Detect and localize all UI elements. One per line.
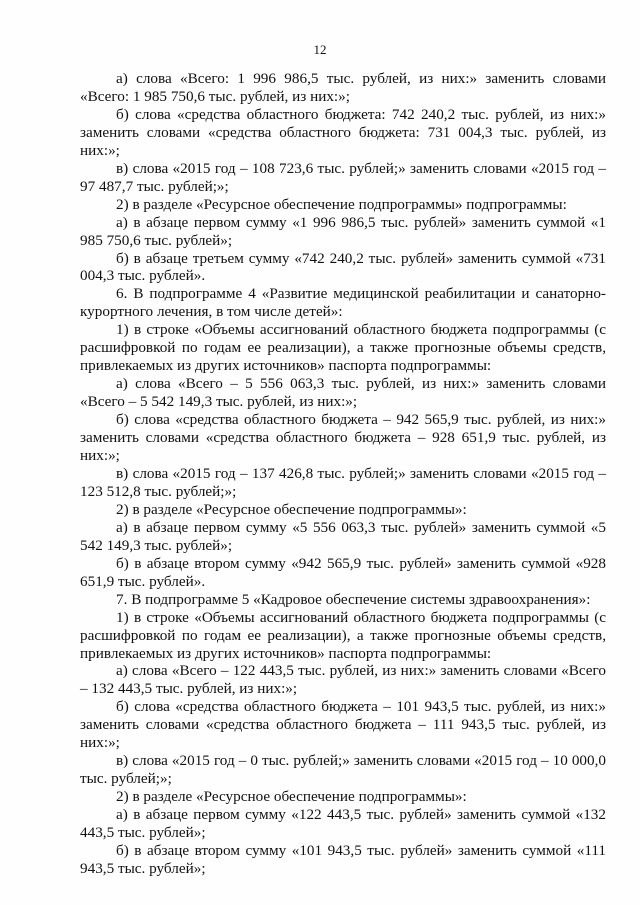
paragraph: б) слова «средства областного бюджета – 942 565,9 тыс. рублей, из них:» заменить словами «средства областного бюджета – 928 651,9 тыс. рублей, из них:»; [80, 411, 606, 465]
paragraph: 2) в разделе «Ресурсное обеспечение подпрограммы» подпрограммы: [116, 195, 567, 213]
document-body [80, 70, 606, 878]
paragraph: а) в абзаце первом сумму «1 996 986,5 тыс. рублей» заменить суммой «1 985 750,6 тыс. рублей»; [80, 213, 606, 249]
paragraph: а) слова «Всего: 1 996 986,5 тыс. рублей, из них:» заменить словами «Всего: 1 985 750,6 тыс. рублей, из них:»; [80, 70, 606, 105]
paragraph: а) слова «Всего – 5 556 063,3 тыс. рублей, из них:» заменить словами «Всего – 5 542 149,3 тыс. рублей, из них:»; [80, 375, 606, 411]
paragraph: б) в абзаце втором сумму «101 943,5 тыс. рублей» заменить суммой «111 943,5 тыс. рублей»; [80, 841, 606, 877]
paragraph: 1) в строке «Объемы ассигнований областного бюджета подпрограммы (с расшифровкой по годам ее реализации), а также прогнозные объемы средств, привлекаемых из других источников» паспорта подпрограммы: [80, 608, 606, 662]
paragraph: 2) в разделе «Ресурсное обеспечение подпрограммы»: [116, 788, 467, 806]
paragraph: 2) в разделе «Ресурсное обеспечение подпрограммы»: [116, 500, 467, 518]
paragraph: б) слова «средства областного бюджета – 101 943,5 тыс. рублей, из них:» заменить словами «средства областного бюджета – 111 943,5 тыс. рублей, из них:»; [80, 698, 606, 752]
paragraph: а) слова «Всего – 122 443,5 тыс. рублей, из них:» заменить словами «Всего – 132 443,5 тыс. рублей, из них:»; [80, 662, 606, 698]
paragraph: 6. В подпрограмме 4 «Развитие медицинской реабилитации и санаторно-курортного лечения, в том числе детей»: [80, 285, 606, 321]
paragraph: б) в абзаце третьем сумму «742 240,2 тыс. рублей» заменить суммой «731 004,3 тыс. рублей». [80, 249, 606, 285]
page-number: 12 [313, 42, 327, 57]
paragraph: в) слова «2015 год – 108 723,6 тыс. рублей;» заменить словами «2015 год – 97 487,7 тыс. рублей;»; [80, 159, 606, 195]
paragraph: в) слова «2015 год – 0 тыс. рублей;» заменить словами «2015 год – 10 000,0 тыс. рублей;»; [80, 752, 606, 788]
paragraph: б) слова «средства областного бюджета: 742 240,2 тыс. рублей, из них:» заменить словами «средства областного бюджета: 731 004,3 тыс. рублей, из них:»; [80, 105, 606, 159]
paragraph: 1) в строке «Объемы ассигнований областного бюджета подпрограммы (с расшифровкой по годам ее реализации), а также прогнозные объемы средств, привлекаемых из других источников» паспорта подпрограммы: [80, 321, 606, 375]
paragraph: а) в абзаце первом сумму «5 556 063,3 тыс. рублей» заменить суммой «5 542 149,3 тыс. рублей»; [80, 518, 606, 554]
paragraph: 7. В подпрограмме 5 «Кадровое обеспечение системы здравоохранения»: [116, 590, 591, 608]
paragraph: б) в абзаце втором сумму «942 565,9 тыс. рублей» заменить суммой «928 651,9 тыс. рублей». [80, 554, 606, 590]
paragraph: а) в абзаце первом сумму «122 443,5 тыс. рублей» заменить суммой «132 443,5 тыс. рублей»; [80, 806, 606, 842]
paragraph: в) слова «2015 год – 137 426,8 тыс. рублей;» заменить словами «2015 год – 123 512,8 тыс. рублей;»; [80, 464, 606, 500]
